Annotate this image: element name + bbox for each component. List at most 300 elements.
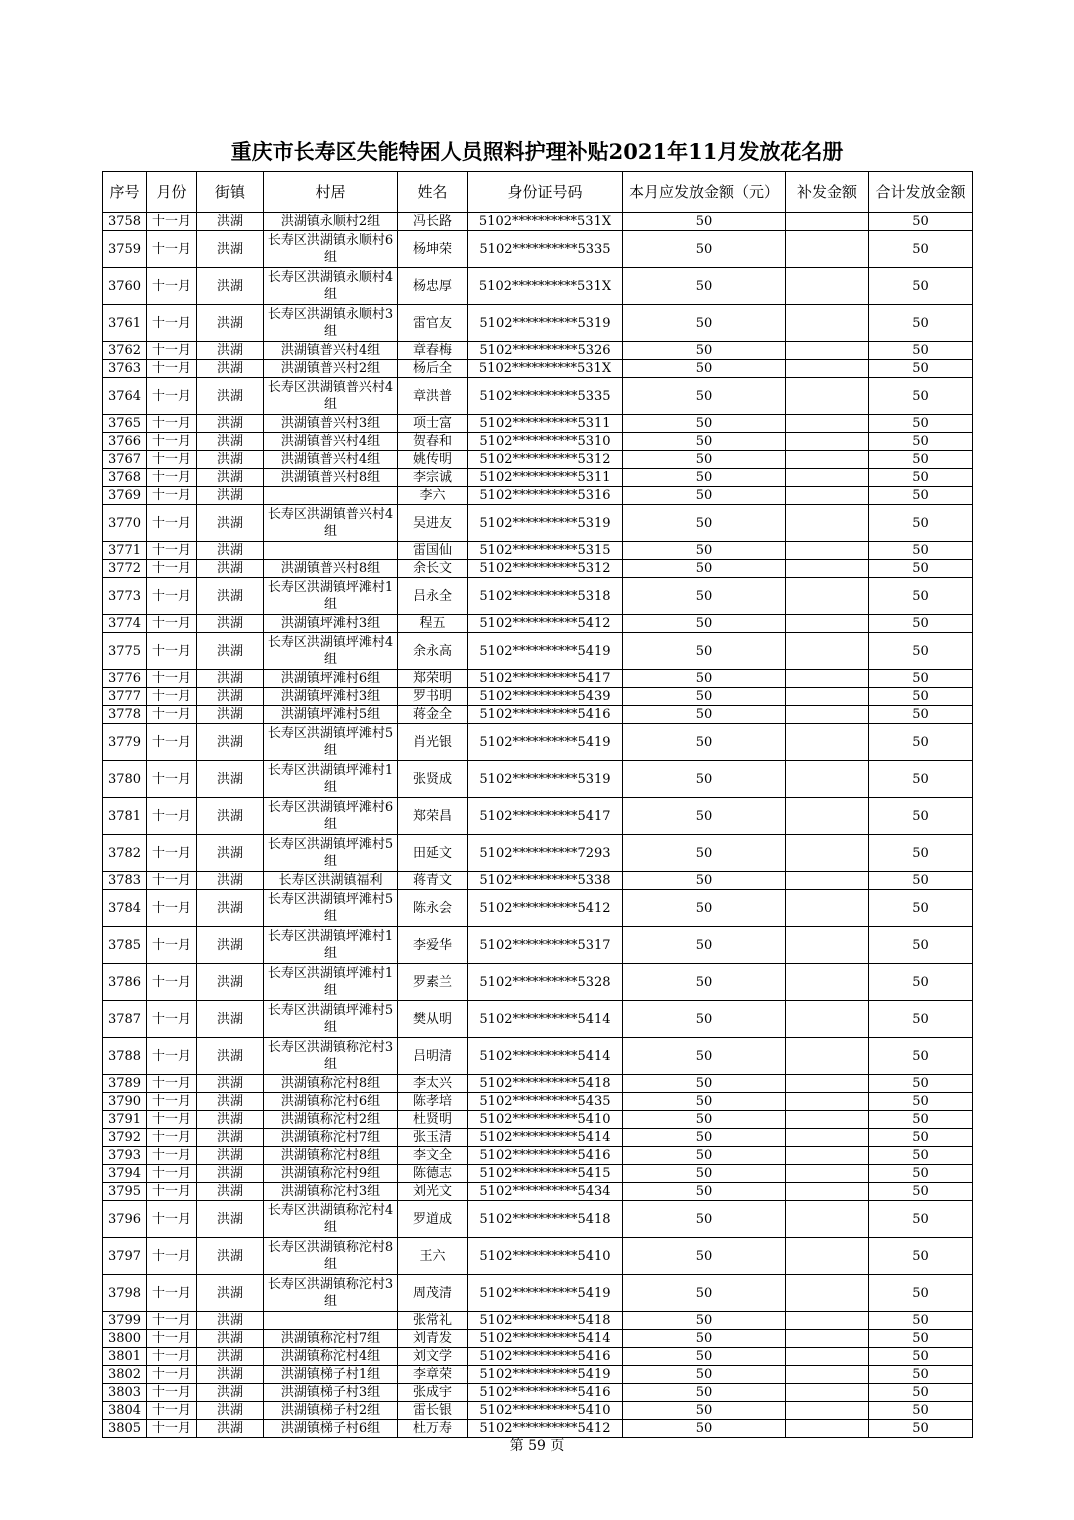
id-number: 5102**********531X	[468, 213, 623, 231]
id-number: 5102**********5434	[468, 1183, 623, 1201]
id-number: 5102**********5418	[468, 1201, 623, 1238]
person-name: 蒋金全	[398, 706, 468, 724]
total-amount-cell: 50	[869, 1366, 973, 1384]
amount-cell: 50	[623, 342, 786, 360]
id-number: 5102**********5415	[468, 1165, 623, 1183]
amount-cell: 50	[623, 927, 786, 964]
row-number: 3803	[103, 1384, 147, 1402]
row-number: 3804	[103, 1402, 147, 1420]
person-name: 李文全	[398, 1147, 468, 1165]
month-cell: 十一月	[147, 415, 197, 433]
extra-amount-cell	[786, 1183, 869, 1201]
village-cell: 长寿区洪湖镇称沱村3组	[264, 1038, 398, 1075]
person-name: 王六	[398, 1238, 468, 1275]
amount-cell: 50	[623, 1165, 786, 1183]
table-row	[103, 1330, 973, 1348]
extra-amount-cell	[786, 433, 869, 451]
amount-cell: 50	[623, 1001, 786, 1038]
total-amount-cell: 50	[869, 1201, 973, 1238]
person-name: 李六	[398, 487, 468, 505]
town-cell: 洪湖	[197, 305, 264, 342]
month-cell: 十一月	[147, 761, 197, 798]
row-number: 3762	[103, 342, 147, 360]
village-cell: 洪湖镇普兴村8组	[264, 469, 398, 487]
row-number: 3769	[103, 487, 147, 505]
village-cell: 长寿区洪湖镇福利	[264, 872, 398, 890]
table-row	[103, 1312, 973, 1330]
extra-amount-cell	[786, 1038, 869, 1075]
town-cell: 洪湖	[197, 633, 264, 670]
total-amount-cell: 50	[869, 1384, 973, 1402]
amount-cell: 50	[623, 578, 786, 615]
person-name: 罗素兰	[398, 964, 468, 1001]
month-cell: 十一月	[147, 1402, 197, 1420]
total-amount-cell: 50	[869, 1238, 973, 1275]
village-cell	[264, 542, 398, 560]
town-cell: 洪湖	[197, 706, 264, 724]
month-cell: 十一月	[147, 1075, 197, 1093]
total-amount-cell: 50	[869, 1420, 973, 1438]
village-cell: 洪湖镇坪滩村3组	[264, 615, 398, 633]
extra-amount-cell	[786, 542, 869, 560]
id-number: 5102**********5317	[468, 927, 623, 964]
village-cell: 洪湖镇普兴村4组	[264, 451, 398, 469]
total-amount-cell: 50	[869, 761, 973, 798]
village-cell: 洪湖镇坪滩村5组	[264, 706, 398, 724]
amount-cell: 50	[623, 542, 786, 560]
table-row	[103, 342, 973, 360]
total-amount-cell: 50	[869, 1330, 973, 1348]
person-name: 蒋青文	[398, 872, 468, 890]
town-cell: 洪湖	[197, 688, 264, 706]
village-cell: 洪湖镇称沱村6组	[264, 1093, 398, 1111]
extra-amount-cell	[786, 872, 869, 890]
total-amount-cell: 50	[869, 1312, 973, 1330]
extra-amount-cell	[786, 415, 869, 433]
id-number: 5102**********5412	[468, 890, 623, 927]
table-row	[103, 1038, 973, 1075]
row-number: 3766	[103, 433, 147, 451]
person-name: 杨后全	[398, 360, 468, 378]
extra-amount-cell	[786, 927, 869, 964]
table-row	[103, 505, 973, 542]
table-row	[103, 890, 973, 927]
table-row	[103, 798, 973, 835]
town-cell: 洪湖	[197, 1183, 264, 1201]
extra-amount-cell	[786, 1275, 869, 1312]
extra-amount-cell	[786, 305, 869, 342]
row-number: 3801	[103, 1348, 147, 1366]
town-cell: 洪湖	[197, 798, 264, 835]
person-name: 樊从明	[398, 1001, 468, 1038]
person-name: 肖光银	[398, 724, 468, 761]
village-cell: 长寿区洪湖镇永顺村4组	[264, 268, 398, 305]
town-cell: 洪湖	[197, 1075, 264, 1093]
table-row	[103, 1075, 973, 1093]
extra-amount-cell	[786, 964, 869, 1001]
id-number: 5102**********5326	[468, 342, 623, 360]
table-row	[103, 469, 973, 487]
month-cell: 十一月	[147, 505, 197, 542]
table-row	[103, 670, 973, 688]
id-number: 5102**********5311	[468, 469, 623, 487]
person-name: 姚传明	[398, 451, 468, 469]
header-cell-no: 序号	[103, 172, 147, 213]
extra-amount-cell	[786, 1147, 869, 1165]
town-cell: 洪湖	[197, 1038, 264, 1075]
table-row	[103, 231, 973, 268]
id-number: 5102**********5419	[468, 1275, 623, 1312]
month-cell: 十一月	[147, 890, 197, 927]
town-cell: 洪湖	[197, 1238, 264, 1275]
village-cell: 洪湖镇称沱村2组	[264, 1111, 398, 1129]
person-name: 郑荣明	[398, 670, 468, 688]
extra-amount-cell	[786, 1312, 869, 1330]
extra-amount-cell	[786, 213, 869, 231]
person-name: 张玉清	[398, 1129, 468, 1147]
village-cell: 洪湖镇梯子村2组	[264, 1402, 398, 1420]
table-row	[103, 1147, 973, 1165]
month-cell: 十一月	[147, 1183, 197, 1201]
person-name: 杜贤明	[398, 1111, 468, 1129]
page-title: 重庆市长寿区失能特困人员照料护理补贴2021年11月发放花名册	[230, 139, 844, 164]
person-name: 杜万寿	[398, 1420, 468, 1438]
total-amount-cell: 50	[869, 433, 973, 451]
extra-amount-cell	[786, 798, 869, 835]
total-amount-cell: 50	[869, 505, 973, 542]
row-number: 3771	[103, 542, 147, 560]
extra-amount-cell	[786, 560, 869, 578]
village-cell: 长寿区洪湖镇普兴村4组	[264, 378, 398, 415]
town-cell: 洪湖	[197, 1366, 264, 1384]
village-cell: 洪湖镇永顺村2组	[264, 213, 398, 231]
amount-cell: 50	[623, 1384, 786, 1402]
person-name: 杨忠厚	[398, 268, 468, 305]
table-row	[103, 360, 973, 378]
row-number: 3791	[103, 1111, 147, 1129]
month-cell: 十一月	[147, 835, 197, 872]
amount-cell: 50	[623, 633, 786, 670]
extra-amount-cell	[786, 688, 869, 706]
person-name: 罗书明	[398, 688, 468, 706]
person-name: 张贤成	[398, 761, 468, 798]
row-number: 3784	[103, 890, 147, 927]
id-number: 5102**********5335	[468, 231, 623, 268]
amount-cell: 50	[623, 835, 786, 872]
id-number: 5102**********5418	[468, 1312, 623, 1330]
town-cell: 洪湖	[197, 670, 264, 688]
month-cell: 十一月	[147, 1165, 197, 1183]
amount-cell: 50	[623, 761, 786, 798]
town-cell: 洪湖	[197, 724, 264, 761]
table-row	[103, 560, 973, 578]
village-cell: 长寿区洪湖镇称沱村4组	[264, 1201, 398, 1238]
amount-cell: 50	[623, 415, 786, 433]
table-row	[103, 1111, 973, 1129]
row-number: 3782	[103, 835, 147, 872]
month-cell: 十一月	[147, 1420, 197, 1438]
total-amount-cell: 50	[869, 1093, 973, 1111]
village-cell: 洪湖镇梯子村6组	[264, 1420, 398, 1438]
total-amount-cell: 50	[869, 469, 973, 487]
extra-amount-cell	[786, 1330, 869, 1348]
month-cell: 十一月	[147, 451, 197, 469]
person-name: 吕明清	[398, 1038, 468, 1075]
month-cell: 十一月	[147, 670, 197, 688]
row-number: 3788	[103, 1038, 147, 1075]
month-cell: 十一月	[147, 1348, 197, 1366]
id-number: 5102**********5435	[468, 1093, 623, 1111]
person-name: 余长文	[398, 560, 468, 578]
id-number: 5102**********531X	[468, 268, 623, 305]
table-row	[103, 633, 973, 670]
village-cell: 长寿区洪湖镇坪滩村1组	[264, 761, 398, 798]
row-number: 3775	[103, 633, 147, 670]
id-number: 5102**********5419	[468, 1366, 623, 1384]
village-cell: 洪湖镇坪滩村3组	[264, 688, 398, 706]
total-amount-cell: 50	[869, 927, 973, 964]
total-amount-cell: 50	[869, 415, 973, 433]
town-cell: 洪湖	[197, 1093, 264, 1111]
extra-amount-cell	[786, 706, 869, 724]
village-cell: 洪湖镇称沱村4组	[264, 1348, 398, 1366]
extra-amount-cell	[786, 670, 869, 688]
person-name: 章春梅	[398, 342, 468, 360]
table-body	[103, 213, 973, 1438]
total-amount-cell: 50	[869, 1183, 973, 1201]
extra-amount-cell	[786, 615, 869, 633]
town-cell: 洪湖	[197, 542, 264, 560]
extra-amount-cell	[786, 231, 869, 268]
month-cell: 十一月	[147, 469, 197, 487]
village-cell: 长寿区洪湖镇坪滩村5组	[264, 1001, 398, 1038]
person-name: 雷官友	[398, 305, 468, 342]
table-row	[103, 213, 973, 231]
row-number: 3789	[103, 1075, 147, 1093]
row-number: 3770	[103, 505, 147, 542]
id-number: 5102**********5419	[468, 633, 623, 670]
id-number: 5102**********5412	[468, 615, 623, 633]
id-number: 5102**********5410	[468, 1402, 623, 1420]
village-cell: 洪湖镇普兴村2组	[264, 360, 398, 378]
amount-cell: 50	[623, 505, 786, 542]
amount-cell: 50	[623, 1093, 786, 1111]
row-number: 3798	[103, 1275, 147, 1312]
extra-amount-cell	[786, 578, 869, 615]
person-name: 刘文学	[398, 1348, 468, 1366]
row-number: 3765	[103, 415, 147, 433]
person-name: 田延文	[398, 835, 468, 872]
id-number: 5102**********5412	[468, 1420, 623, 1438]
town-cell: 洪湖	[197, 615, 264, 633]
id-number: 5102**********5414	[468, 1330, 623, 1348]
extra-amount-cell	[786, 1238, 869, 1275]
table-row	[103, 835, 973, 872]
town-cell: 洪湖	[197, 433, 264, 451]
person-name: 罗道成	[398, 1201, 468, 1238]
town-cell: 洪湖	[197, 1165, 264, 1183]
town-cell: 洪湖	[197, 835, 264, 872]
extra-amount-cell	[786, 1366, 869, 1384]
amount-cell: 50	[623, 964, 786, 1001]
table-row	[103, 415, 973, 433]
total-amount-cell: 50	[869, 1165, 973, 1183]
total-amount-cell: 50	[869, 890, 973, 927]
person-name: 雷长银	[398, 1402, 468, 1420]
village-cell	[264, 487, 398, 505]
extra-amount-cell	[786, 1093, 869, 1111]
month-cell: 十一月	[147, 213, 197, 231]
month-cell: 十一月	[147, 1001, 197, 1038]
amount-cell: 50	[623, 688, 786, 706]
total-amount-cell: 50	[869, 1129, 973, 1147]
extra-amount-cell	[786, 724, 869, 761]
town-cell: 洪湖	[197, 268, 264, 305]
row-number: 3780	[103, 761, 147, 798]
village-cell	[264, 1312, 398, 1330]
amount-cell: 50	[623, 560, 786, 578]
month-cell: 十一月	[147, 688, 197, 706]
month-cell: 十一月	[147, 1275, 197, 1312]
total-amount-cell: 50	[869, 872, 973, 890]
row-number: 3772	[103, 560, 147, 578]
id-number: 5102**********5416	[468, 1348, 623, 1366]
header-cell-town: 街镇	[197, 172, 264, 213]
total-amount-cell: 50	[869, 633, 973, 670]
town-cell: 洪湖	[197, 487, 264, 505]
town-cell: 洪湖	[197, 1201, 264, 1238]
table-header-row	[103, 172, 973, 213]
total-amount-cell: 50	[869, 542, 973, 560]
total-amount-cell: 50	[869, 1147, 973, 1165]
person-name: 雷国仙	[398, 542, 468, 560]
total-amount-cell: 50	[869, 1038, 973, 1075]
row-number: 3793	[103, 1147, 147, 1165]
village-cell: 洪湖镇称沱村7组	[264, 1129, 398, 1147]
row-number: 3761	[103, 305, 147, 342]
extra-amount-cell	[786, 1402, 869, 1420]
village-cell: 洪湖镇梯子村1组	[264, 1366, 398, 1384]
table-row	[103, 433, 973, 451]
amount-cell: 50	[623, 706, 786, 724]
amount-cell: 50	[623, 1366, 786, 1384]
amount-cell: 50	[623, 213, 786, 231]
total-amount-cell: 50	[869, 1402, 973, 1420]
extra-amount-cell	[786, 1001, 869, 1038]
month-cell: 十一月	[147, 1238, 197, 1275]
total-amount-cell: 50	[869, 1001, 973, 1038]
amount-cell: 50	[623, 1402, 786, 1420]
table-row	[103, 964, 973, 1001]
amount-cell: 50	[623, 1312, 786, 1330]
month-cell: 十一月	[147, 560, 197, 578]
extra-amount-cell	[786, 1201, 869, 1238]
amount-cell: 50	[623, 1129, 786, 1147]
town-cell: 洪湖	[197, 213, 264, 231]
amount-cell: 50	[623, 433, 786, 451]
village-cell: 长寿区洪湖镇永顺村6组	[264, 231, 398, 268]
village-cell: 长寿区洪湖镇称沱村8组	[264, 1238, 398, 1275]
person-name: 杨坤荣	[398, 231, 468, 268]
month-cell: 十一月	[147, 633, 197, 670]
amount-cell: 50	[623, 469, 786, 487]
village-cell: 洪湖镇称沱村8组	[264, 1147, 398, 1165]
town-cell: 洪湖	[197, 231, 264, 268]
id-number: 5102**********531X	[468, 360, 623, 378]
amount-cell: 50	[623, 670, 786, 688]
person-name: 李爱华	[398, 927, 468, 964]
village-cell: 洪湖镇普兴村4组	[264, 433, 398, 451]
id-number: 5102**********5439	[468, 688, 623, 706]
row-number: 3787	[103, 1001, 147, 1038]
village-cell: 洪湖镇普兴村4组	[264, 342, 398, 360]
id-number: 5102**********7293	[468, 835, 623, 872]
amount-cell: 50	[623, 615, 786, 633]
id-number: 5102**********5419	[468, 724, 623, 761]
village-cell: 长寿区洪湖镇坪滩村1组	[264, 578, 398, 615]
extra-amount-cell	[786, 360, 869, 378]
amount-cell: 50	[623, 1275, 786, 1312]
village-cell: 洪湖镇称沱村3组	[264, 1183, 398, 1201]
row-number: 3778	[103, 706, 147, 724]
total-amount-cell: 50	[869, 706, 973, 724]
amount-cell: 50	[623, 1238, 786, 1275]
row-number: 3759	[103, 231, 147, 268]
month-cell: 十一月	[147, 1147, 197, 1165]
amount-cell: 50	[623, 378, 786, 415]
village-cell: 洪湖镇普兴村8组	[264, 560, 398, 578]
extra-amount-cell	[786, 378, 869, 415]
village-cell: 长寿区洪湖镇坪滩村1组	[264, 964, 398, 1001]
town-cell: 洪湖	[197, 1348, 264, 1366]
id-number: 5102**********5418	[468, 1075, 623, 1093]
person-name: 张常礼	[398, 1312, 468, 1330]
row-number: 3802	[103, 1366, 147, 1384]
total-amount-cell: 50	[869, 305, 973, 342]
amount-cell: 50	[623, 487, 786, 505]
month-cell: 十一月	[147, 798, 197, 835]
person-name: 吕永全	[398, 578, 468, 615]
person-name: 冯长路	[398, 213, 468, 231]
total-amount-cell: 50	[869, 360, 973, 378]
month-cell: 十一月	[147, 1111, 197, 1129]
month-cell: 十一月	[147, 1384, 197, 1402]
id-number: 5102**********5335	[468, 378, 623, 415]
page-number: 第 59 页	[509, 1438, 565, 1454]
table-row	[103, 927, 973, 964]
table-row	[103, 1093, 973, 1111]
total-amount-cell: 50	[869, 342, 973, 360]
header-cell-extra: 补发金额	[786, 172, 869, 213]
amount-cell: 50	[623, 890, 786, 927]
table-row	[103, 1384, 973, 1402]
town-cell: 洪湖	[197, 1147, 264, 1165]
row-number: 3795	[103, 1183, 147, 1201]
total-amount-cell: 50	[869, 1275, 973, 1312]
amount-cell: 50	[623, 1201, 786, 1238]
amount-cell: 50	[623, 1348, 786, 1366]
person-name: 陈孝培	[398, 1093, 468, 1111]
person-name: 程五	[398, 615, 468, 633]
town-cell: 洪湖	[197, 1384, 264, 1402]
amount-cell: 50	[623, 1038, 786, 1075]
table-row	[103, 615, 973, 633]
header-cell-id: 身份证号码	[468, 172, 623, 213]
row-number: 3776	[103, 670, 147, 688]
extra-amount-cell	[786, 505, 869, 542]
table-row	[103, 872, 973, 890]
row-number: 3764	[103, 378, 147, 415]
